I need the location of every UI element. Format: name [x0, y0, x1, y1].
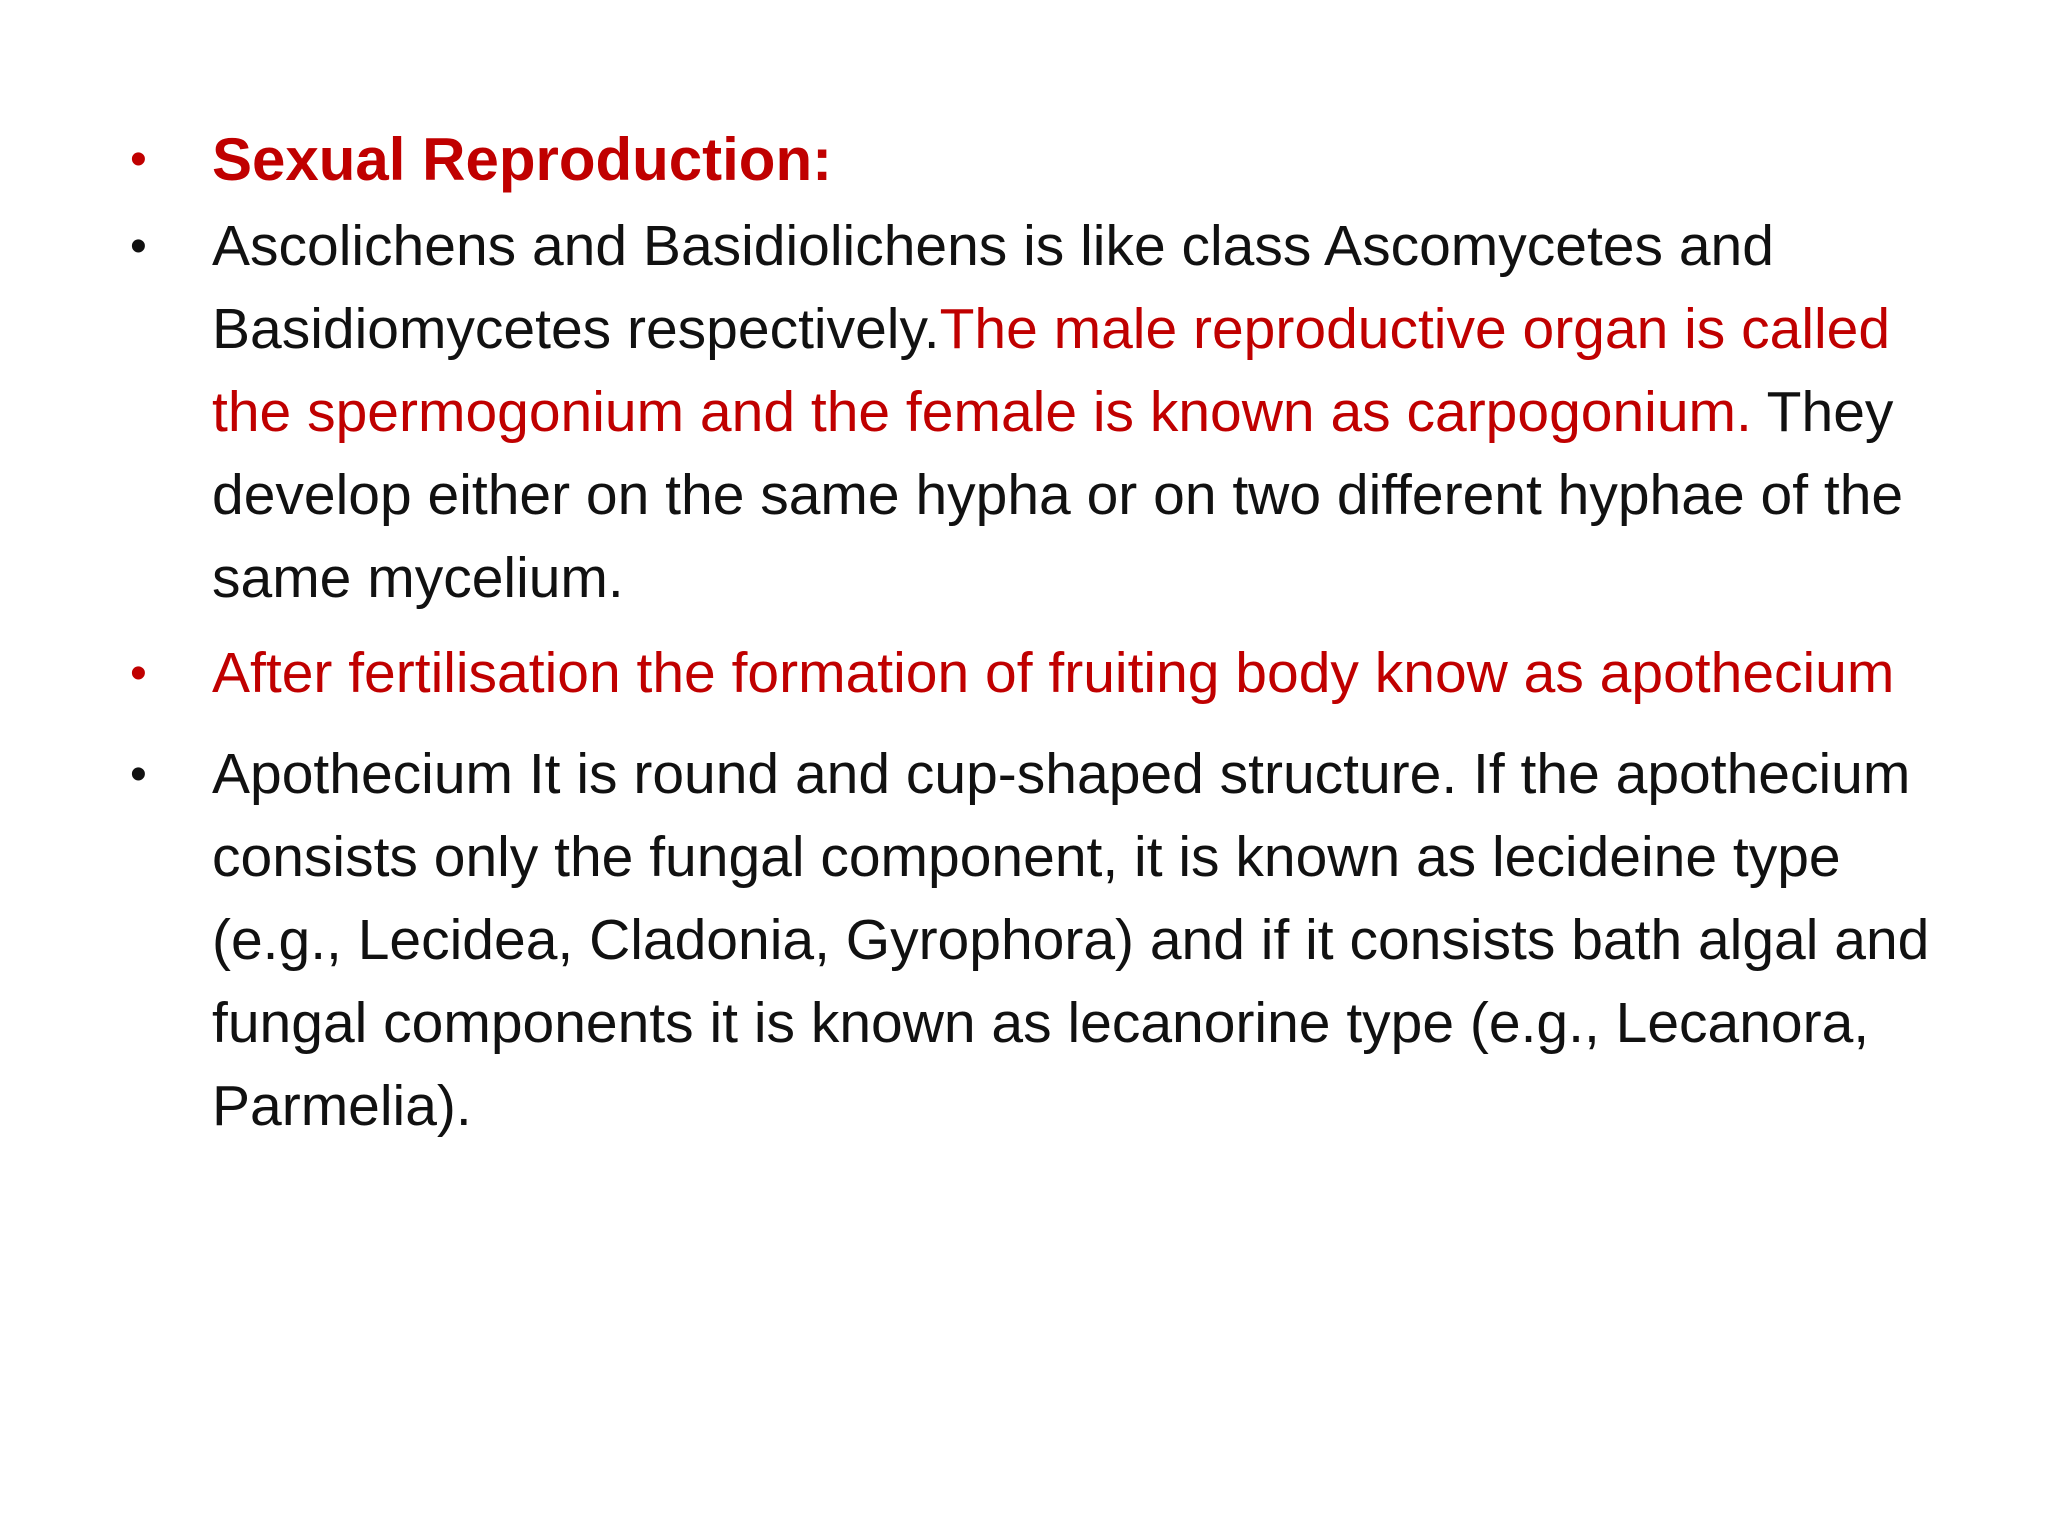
fertilisation-text: After fertilisation the formation of fruiting body know as apothecium	[212, 641, 1895, 705]
bullet-fertilisation	[130, 632, 1930, 715]
reproductive-organs-text: The male reproductive organ is called the spermogonium and the female is known as carpogonium.	[212, 297, 1891, 444]
bullet-ascolichens	[130, 205, 1930, 620]
bullet-apothecium	[130, 733, 1930, 1148]
bullet-sexual-reproduction-heading	[130, 118, 1930, 201]
bullet-icon: •	[130, 748, 147, 801]
apothecium-text: Apothecium It is round and cup-shaped structure. If the apothecium consists only the fungal component, it is known as lecideine type (e.g., Lecidea, Cladonia, Gyrophora) and if it consists bath algal and fungal components it is known as lecanorine type (e.g., Lecanora, Parmelia).	[212, 742, 1930, 1138]
bullet-list	[130, 118, 1930, 1160]
bullet-icon: •	[130, 220, 147, 273]
bullet-icon: •	[130, 133, 147, 186]
bullet-icon: •	[130, 647, 147, 700]
heading-text: Sexual Reproduction:	[212, 126, 833, 193]
ascolichens-text: Ascolichens and Basidiolichens is like class Ascomycetes and Basidiomycetes respectively.	[212, 214, 1774, 361]
hypha-development-text: They develop either on the same hypha or on two different hyphae of the same mycelium.	[212, 380, 1904, 610]
